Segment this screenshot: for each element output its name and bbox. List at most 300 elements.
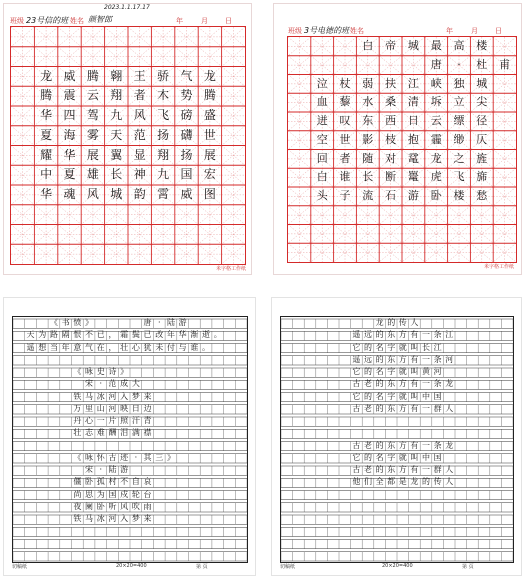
- glyph: 酬: [108, 428, 117, 438]
- glyph: 国: [433, 452, 442, 462]
- glyph: 与: [178, 342, 187, 352]
- glyph: 磅: [180, 108, 193, 122]
- glyph: 《: [49, 318, 58, 327]
- glyph: 其: [143, 452, 152, 462]
- glyph: 迹: [120, 452, 129, 462]
- glyph: 卧: [430, 189, 442, 202]
- manuscript-sheet-bottom-left: [3, 297, 256, 576]
- glyph: 缈: [453, 132, 465, 146]
- glyph: 阑: [85, 501, 94, 511]
- glyph: 三: [155, 452, 164, 462]
- glyph: 夏: [40, 127, 53, 142]
- glyph: 杜: [476, 57, 488, 71]
- glyph: ·: [157, 318, 161, 327]
- glyph: 世: [203, 127, 216, 142]
- glyph: 空: [316, 132, 328, 146]
- glyph: 藜: [339, 95, 351, 109]
- glyph: 老: [363, 379, 372, 389]
- glyph: 最: [430, 39, 442, 52]
- glyph: 唐: [430, 57, 442, 71]
- footer-left: 切稿纸: [12, 564, 28, 570]
- glyph: 人: [410, 318, 419, 327]
- year-label: 年: [176, 17, 183, 25]
- glyph: 轮: [131, 489, 140, 499]
- glyph: 回: [316, 151, 328, 165]
- glyph: 就: [398, 342, 407, 352]
- glyph: 就: [398, 391, 407, 401]
- glyph: 自: [131, 477, 140, 487]
- glyph: 志: [85, 428, 94, 438]
- glyph: 老: [363, 465, 372, 474]
- glyph: 日: [131, 403, 140, 413]
- glyph: 东: [387, 379, 396, 389]
- glyph: 当: [49, 342, 58, 352]
- handwritten-note: 2023.1.1.17.17: [104, 4, 150, 11]
- glyph: 盛: [203, 108, 216, 122]
- glyph: 古: [352, 379, 361, 389]
- name-label: 姓名: [70, 17, 84, 25]
- glyph: 城: [476, 76, 488, 90]
- glyph: 杖: [339, 76, 351, 90]
- glyph: 想: [38, 342, 47, 352]
- handwritten-text-block: [11, 27, 245, 264]
- glyph: 入: [120, 514, 129, 523]
- glyph: 国: [433, 391, 442, 401]
- name-value: 颜智郎: [88, 15, 112, 24]
- glyph: 风: [86, 187, 99, 201]
- glyph: 中: [421, 391, 430, 401]
- glyph: 黄: [421, 367, 430, 376]
- glyph: 壮: [120, 342, 129, 352]
- glyph: 江: [407, 76, 419, 90]
- manuscript-grid: [280, 316, 514, 563]
- glyph: 字: [387, 342, 396, 352]
- glyph: 势: [180, 88, 193, 103]
- glyph: 风: [120, 501, 129, 511]
- glyph: 咏: [85, 452, 94, 462]
- manuscript-grid: [12, 316, 248, 563]
- glyph: 卧: [96, 501, 105, 511]
- glyph: 扬: [157, 127, 170, 142]
- glyph: 《: [73, 452, 82, 462]
- glyph: 东: [387, 330, 396, 340]
- glyph: 方: [398, 330, 407, 340]
- glyph: 华: [178, 330, 187, 340]
- glyph: 断: [385, 170, 397, 184]
- glyph: 龙: [203, 68, 216, 83]
- glyph: 孤: [96, 477, 105, 487]
- glyph: 夜: [73, 501, 82, 511]
- glyph: 气: [180, 68, 193, 83]
- glyph: 改: [155, 330, 164, 340]
- glyph: 龙: [445, 440, 454, 450]
- glyph: 霜: [120, 330, 129, 340]
- calligraphy-sheet-top-right: [273, 3, 522, 275]
- glyph: 有: [410, 354, 419, 364]
- glyph: 范: [108, 379, 117, 389]
- glyph: 范: [133, 127, 146, 142]
- glyph: 立: [453, 95, 465, 109]
- glyph: 们: [363, 477, 372, 487]
- glyph: 的: [387, 318, 396, 327]
- glyph: 东: [387, 354, 396, 364]
- glyph: 石: [385, 189, 397, 202]
- year-label: 年: [446, 27, 453, 35]
- glyph: 它: [352, 391, 361, 401]
- glyph: 它: [352, 452, 361, 462]
- glyph: 国: [180, 167, 193, 182]
- glyph: 飞: [453, 170, 465, 184]
- glyph: 中: [40, 167, 53, 182]
- glyph: 华: [40, 187, 53, 201]
- glyph: 的: [375, 440, 384, 450]
- glyph: 成: [120, 379, 129, 389]
- glyph: ·: [134, 452, 138, 462]
- glyph: 叫: [410, 452, 419, 462]
- glyph: 威: [63, 68, 76, 83]
- glyph: 台: [143, 489, 152, 499]
- glyph: 随: [362, 151, 374, 165]
- footer-right: 第 页: [196, 564, 208, 570]
- footer-left: 切稿纸: [280, 564, 296, 570]
- class-value: 3号电德的班: [304, 26, 350, 35]
- glyph: 神: [133, 167, 146, 182]
- glyph: 逝: [202, 330, 211, 340]
- glyph: 震: [63, 88, 76, 103]
- glyph: 翔: [157, 147, 170, 162]
- glyph: 长: [110, 167, 123, 182]
- glyph: 长: [421, 342, 430, 352]
- glyph: 犹: [143, 342, 152, 352]
- glyph: 条: [433, 354, 442, 364]
- glyph: 宏: [203, 167, 216, 182]
- glyph: 雨: [143, 501, 152, 511]
- glyph: 清: [407, 95, 419, 109]
- glyph: 城: [407, 39, 419, 52]
- glyph: 遥: [352, 330, 361, 340]
- glyph: 四: [63, 108, 76, 122]
- glyph: 年: [166, 330, 175, 340]
- glyph: 愤: [73, 318, 82, 327]
- glyph: 史: [96, 367, 105, 376]
- glyph: 枝: [385, 132, 397, 146]
- glyph: 显: [133, 147, 146, 162]
- glyph: 的: [363, 391, 372, 401]
- footer-right: 第 页: [462, 564, 474, 570]
- day-label: 日: [495, 27, 502, 35]
- glyph: 字: [387, 452, 396, 462]
- glyph: 是: [398, 477, 407, 487]
- glyph: 独: [453, 76, 465, 90]
- glyph: 水: [362, 95, 374, 109]
- glyph: 径: [476, 114, 488, 127]
- glyph: 方: [398, 354, 407, 364]
- glyph: 霾: [430, 132, 442, 146]
- glyph: 华: [40, 108, 53, 122]
- glyph: 叫: [410, 367, 419, 376]
- glyph: 楼: [453, 189, 465, 202]
- glyph: 远: [363, 354, 372, 364]
- glyph: 楼: [476, 39, 488, 52]
- glyph: 马: [85, 514, 94, 523]
- glyph: 渐: [190, 330, 199, 340]
- manuscript-sheet-bottom-right: [271, 297, 522, 576]
- glyph: 的: [375, 379, 384, 389]
- glyph: 河: [108, 391, 117, 401]
- glyph: 愁: [476, 189, 488, 202]
- glyph: 遥: [352, 354, 361, 364]
- glyph: 怀: [96, 452, 105, 462]
- glyph: ·: [99, 379, 102, 389]
- glyph: 谁: [339, 170, 351, 184]
- glyph: 九: [157, 167, 170, 182]
- glyph: 来: [143, 514, 152, 523]
- glyph: 的: [375, 403, 384, 413]
- glyph: 在: [96, 342, 105, 352]
- glyph: 旆: [476, 170, 488, 184]
- glyph: 夏: [63, 167, 76, 182]
- glyph: 扬: [180, 147, 193, 162]
- glyph: 老: [363, 440, 372, 450]
- name-label: 姓名: [350, 27, 364, 35]
- glyph: 游: [178, 318, 187, 327]
- glyph: 腾: [203, 88, 216, 103]
- glyph: 城: [110, 187, 123, 201]
- glyph: 子: [339, 189, 351, 202]
- mi-grid: [10, 26, 246, 265]
- glyph: 的: [363, 342, 372, 352]
- glyph: 气: [85, 342, 94, 352]
- glyph: 长: [362, 170, 374, 184]
- glyph: 一: [421, 330, 430, 340]
- glyph: 意: [73, 342, 82, 352]
- glyph: 叫: [410, 342, 419, 352]
- glyph: 已: [96, 330, 105, 340]
- glyph: 字: [387, 367, 396, 376]
- glyph: 天: [110, 127, 123, 142]
- glyph: 满: [131, 428, 140, 438]
- glyph: 人: [445, 477, 454, 487]
- glyph: 东: [387, 440, 396, 450]
- glyph: 》: [85, 318, 94, 327]
- glyph: 有: [410, 330, 419, 340]
- footer-center: 20×20=400: [116, 563, 147, 569]
- glyph: 不: [85, 330, 94, 340]
- glyph: 为: [96, 489, 105, 499]
- glyph: 就: [398, 452, 407, 462]
- glyph: 大: [131, 379, 140, 389]
- glyph: 帝: [385, 39, 397, 52]
- glyph: 听: [108, 501, 117, 511]
- glyph: 已: [143, 330, 152, 340]
- glyph: 恨: [73, 330, 82, 340]
- glyph: 一: [421, 465, 430, 474]
- glyph: 云: [430, 114, 442, 127]
- glyph: 方: [398, 379, 407, 389]
- glyph: 宋: [85, 379, 94, 389]
- glyph: 影: [362, 132, 374, 146]
- glyph: 有: [410, 465, 419, 474]
- glyph: 僵: [73, 477, 82, 487]
- glyph: 甫: [499, 57, 511, 71]
- glyph: 鼍: [407, 170, 419, 184]
- glyph: 古: [352, 403, 361, 413]
- glyph: 的: [375, 354, 384, 364]
- glyph: 血: [316, 95, 328, 109]
- glyph: 铁: [73, 514, 82, 523]
- glyph: 一: [421, 379, 430, 389]
- glyph: 一: [421, 440, 430, 450]
- glyph: 展: [86, 147, 99, 162]
- glyph: 古: [108, 452, 117, 462]
- glyph: 他: [352, 477, 361, 487]
- glyph: 宋: [85, 465, 94, 474]
- glyph: 方: [398, 403, 407, 413]
- glyph: 有: [410, 440, 419, 450]
- glyph: 人: [445, 465, 454, 474]
- glyph: 迸: [316, 114, 328, 127]
- glyph: 难: [96, 428, 105, 438]
- glyph: ·: [457, 57, 461, 71]
- glyph: 陆: [108, 465, 117, 474]
- glyph: 未: [155, 342, 164, 352]
- glyph: 西: [385, 114, 397, 127]
- glyph: 远: [363, 330, 372, 340]
- glyph: 泪: [120, 428, 129, 438]
- glyph: 者: [339, 151, 351, 165]
- glyph: 村: [108, 477, 117, 487]
- glyph: 旌: [476, 151, 488, 165]
- glyph: 名: [375, 367, 384, 376]
- glyph: 万: [73, 403, 82, 413]
- glyph: 唐: [143, 318, 152, 327]
- glyph: 路: [49, 330, 58, 340]
- glyph: 河: [108, 403, 117, 413]
- glyph: 抱: [407, 132, 419, 146]
- glyph: 尚: [73, 489, 82, 499]
- glyph: 白: [316, 170, 328, 184]
- glyph: 霄: [157, 187, 170, 201]
- glyph: 魂: [63, 187, 76, 201]
- glyph: 名: [375, 452, 384, 462]
- glyph: 传: [433, 477, 442, 487]
- glyph: 王: [133, 68, 146, 83]
- glyph: 人: [445, 403, 454, 413]
- glyph: 鬓: [131, 330, 140, 340]
- glyph: 翼: [110, 147, 123, 162]
- glyph: 耀: [40, 147, 53, 162]
- glyph: 戍: [120, 489, 129, 499]
- glyph: ·: [99, 465, 102, 474]
- glyph: 飞: [157, 108, 170, 122]
- glyph: 陆: [166, 318, 175, 327]
- glyph: 翱: [110, 68, 123, 83]
- glyph: 条: [433, 379, 442, 389]
- glyph: 河: [445, 354, 454, 364]
- month-label: 月: [471, 27, 478, 35]
- glyph: 华: [63, 147, 76, 162]
- glyph: 名: [375, 391, 384, 401]
- glyph: 游: [407, 189, 419, 202]
- glyph: 为: [38, 330, 47, 340]
- glyph: 不: [120, 477, 129, 487]
- glyph: 书: [61, 318, 70, 327]
- glyph: 付: [166, 342, 175, 352]
- glyph: 木: [157, 88, 170, 103]
- glyph: 一: [96, 416, 105, 425]
- glyph: 方: [398, 440, 407, 450]
- glyph: 峡: [430, 76, 442, 90]
- sheet-footer: 米字格工作纸: [216, 266, 247, 272]
- glyph: 东: [362, 114, 374, 127]
- glyph: 中: [421, 452, 430, 462]
- glyph: 丹: [73, 416, 82, 425]
- class-value: 23号信的班: [26, 16, 69, 25]
- glyph: 卧: [85, 477, 94, 487]
- glyph: 老: [363, 403, 372, 413]
- glyph: 国: [108, 489, 117, 499]
- glyph: 壮: [73, 428, 82, 438]
- glyph: 高: [453, 39, 465, 52]
- month-label: 月: [201, 17, 208, 25]
- glyph: 叹: [339, 114, 351, 127]
- glyph: 的: [363, 452, 372, 462]
- glyph: 有: [410, 403, 419, 413]
- glyph: 头: [316, 189, 328, 202]
- glyph: 诗: [108, 367, 117, 376]
- glyph: 世: [339, 132, 351, 146]
- glyph: 江: [433, 342, 442, 352]
- class-label: 班级: [288, 27, 302, 35]
- glyph: 映: [120, 403, 129, 413]
- glyph: 鼋: [407, 151, 419, 165]
- glyph: 龙: [410, 477, 419, 487]
- glyph: 叫: [410, 391, 419, 401]
- glyph: 它: [352, 367, 361, 376]
- glyph: 一: [421, 403, 430, 413]
- glyph: 桑: [385, 95, 397, 109]
- glyph: 坼: [430, 95, 442, 109]
- glyph: 江: [445, 330, 454, 340]
- glyph: 都: [387, 477, 396, 487]
- glyph: 威: [180, 187, 193, 201]
- glyph: 马: [85, 391, 94, 401]
- glyph: 方: [398, 465, 407, 474]
- glyph: 入: [120, 391, 129, 401]
- glyph: 的: [421, 477, 430, 487]
- glyph: 边: [143, 403, 152, 413]
- handwritten-text-block: [288, 37, 516, 262]
- glyph: 虎: [430, 170, 442, 184]
- glyph: 龙: [375, 318, 384, 327]
- glyph: 扶: [385, 76, 397, 90]
- glyph: 一: [421, 354, 430, 364]
- glyph: 风: [133, 108, 146, 122]
- glyph: 河: [108, 514, 117, 523]
- glyph: 九: [110, 108, 123, 122]
- glyph: 《: [73, 367, 82, 376]
- glyph: 东: [387, 465, 396, 474]
- glyph: 白: [362, 39, 374, 52]
- glyph: 群: [433, 403, 442, 413]
- glyph: 的: [375, 330, 384, 340]
- glyph: 隔: [61, 330, 70, 340]
- day-label: 日: [225, 17, 232, 25]
- glyph: 雾: [86, 127, 99, 142]
- glyph: 传: [398, 318, 407, 327]
- glyph: 就: [398, 367, 407, 376]
- glyph: 心: [131, 342, 140, 352]
